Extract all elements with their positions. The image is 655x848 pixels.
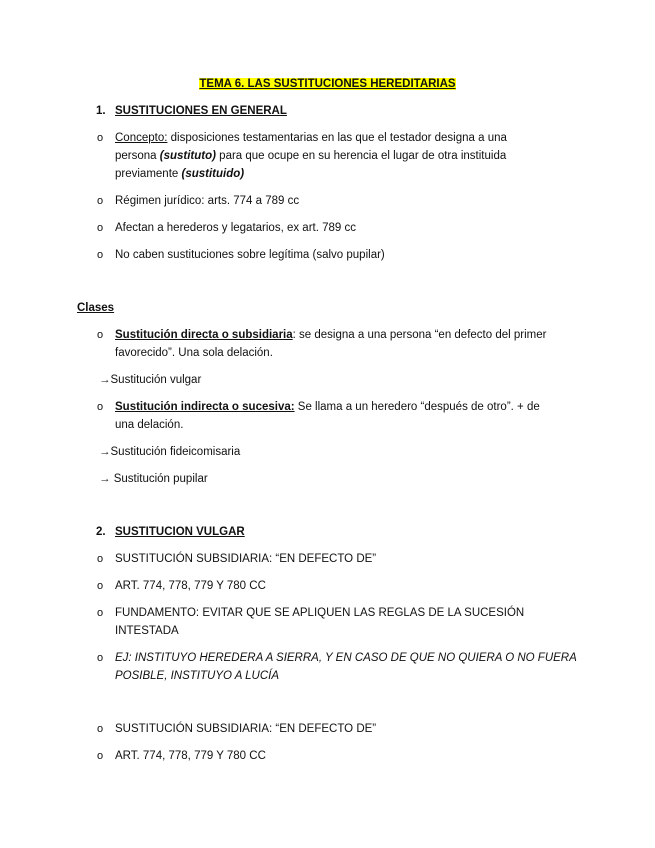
- bullet-marker: o: [97, 222, 104, 234]
- bullet-marker: o: [97, 750, 104, 762]
- concept-line-1: Concepto: disposiciones testamentarias en las que el testador designa a una: [115, 132, 507, 144]
- bullet-marker: o: [97, 723, 104, 735]
- section-heading: SUSTITUCION VULGAR: [115, 526, 245, 538]
- list-item: SUSTITUCIÓN SUBSIDIARIA: “EN DEFECTO DE”: [115, 553, 377, 565]
- bullet-marker: o: [97, 249, 104, 261]
- concept-line-2: persona (sustituto) para que ocupe en su herencia el lugar de otra instituida: [115, 150, 507, 162]
- list-item-continuation: POSIBLE, INSTITUYO A LUCÍA: [115, 670, 280, 682]
- arrow-pupilar: → Sustitución pupilar: [99, 473, 208, 485]
- bullet-marker: o: [97, 401, 104, 413]
- bullet-marker: o: [97, 580, 104, 592]
- bullet-marker: o: [97, 195, 104, 207]
- arrow-fideicomisaria: →Sustitución fideicomisaria: [99, 446, 241, 458]
- list-item-continuation: INTESTADA: [115, 625, 179, 637]
- list-item: ART. 774, 778, 779 Y 780 CC: [115, 580, 266, 592]
- indirecta-line-1: Sustitución indirecta o sucesiva: Se llama a un heredero “después de otro”. + de: [115, 401, 540, 413]
- directa-line-1: Sustitución directa o subsidiaria: se designa a una persona “en defecto del primer: [115, 329, 547, 341]
- arrow-vulgar: →Sustitución vulgar: [99, 374, 202, 386]
- bullet-marker: o: [97, 329, 104, 341]
- document-title: TEMA 6. LAS SUSTITUCIONES HEREDITARIAS: [199, 78, 456, 90]
- list-item: ART. 774, 778, 779 Y 780 CC: [115, 750, 266, 762]
- indirecta-line-2: una delación.: [115, 419, 184, 431]
- directa-line-2: favorecido”. Una sola delación.: [115, 347, 273, 359]
- section-number: 2.: [96, 526, 106, 538]
- list-item: EJ: INSTITUYO HEREDERA A SIERRA, Y EN CASO DE QUE NO QUIERA O NO FUERA: [115, 652, 577, 664]
- list-item: FUNDAMENTO: EVITAR QUE SE APLIQUEN LAS REGLAS DE LA SUCESIÓN: [115, 607, 525, 619]
- bullet-marker: o: [97, 607, 104, 619]
- bullet-marker: o: [97, 553, 104, 565]
- list-item: Régimen jurídico: arts. 774 a 789 cc: [115, 195, 300, 207]
- section-number: 1.: [96, 105, 106, 117]
- section-heading: SUSTITUCIONES EN GENERAL: [115, 105, 287, 117]
- bullet-marker: o: [97, 652, 104, 664]
- concept-line-3: previamente (sustituido): [115, 168, 245, 180]
- clases-heading: Clases: [77, 302, 115, 314]
- list-item: SUSTITUCIÓN SUBSIDIARIA: “EN DEFECTO DE”: [115, 723, 377, 735]
- list-item: Afectan a herederos y legatarios, ex art. 789 cc: [115, 222, 356, 234]
- list-item: No caben sustituciones sobre legítima (salvo pupilar): [115, 249, 385, 261]
- bullet-marker: o: [97, 132, 104, 144]
